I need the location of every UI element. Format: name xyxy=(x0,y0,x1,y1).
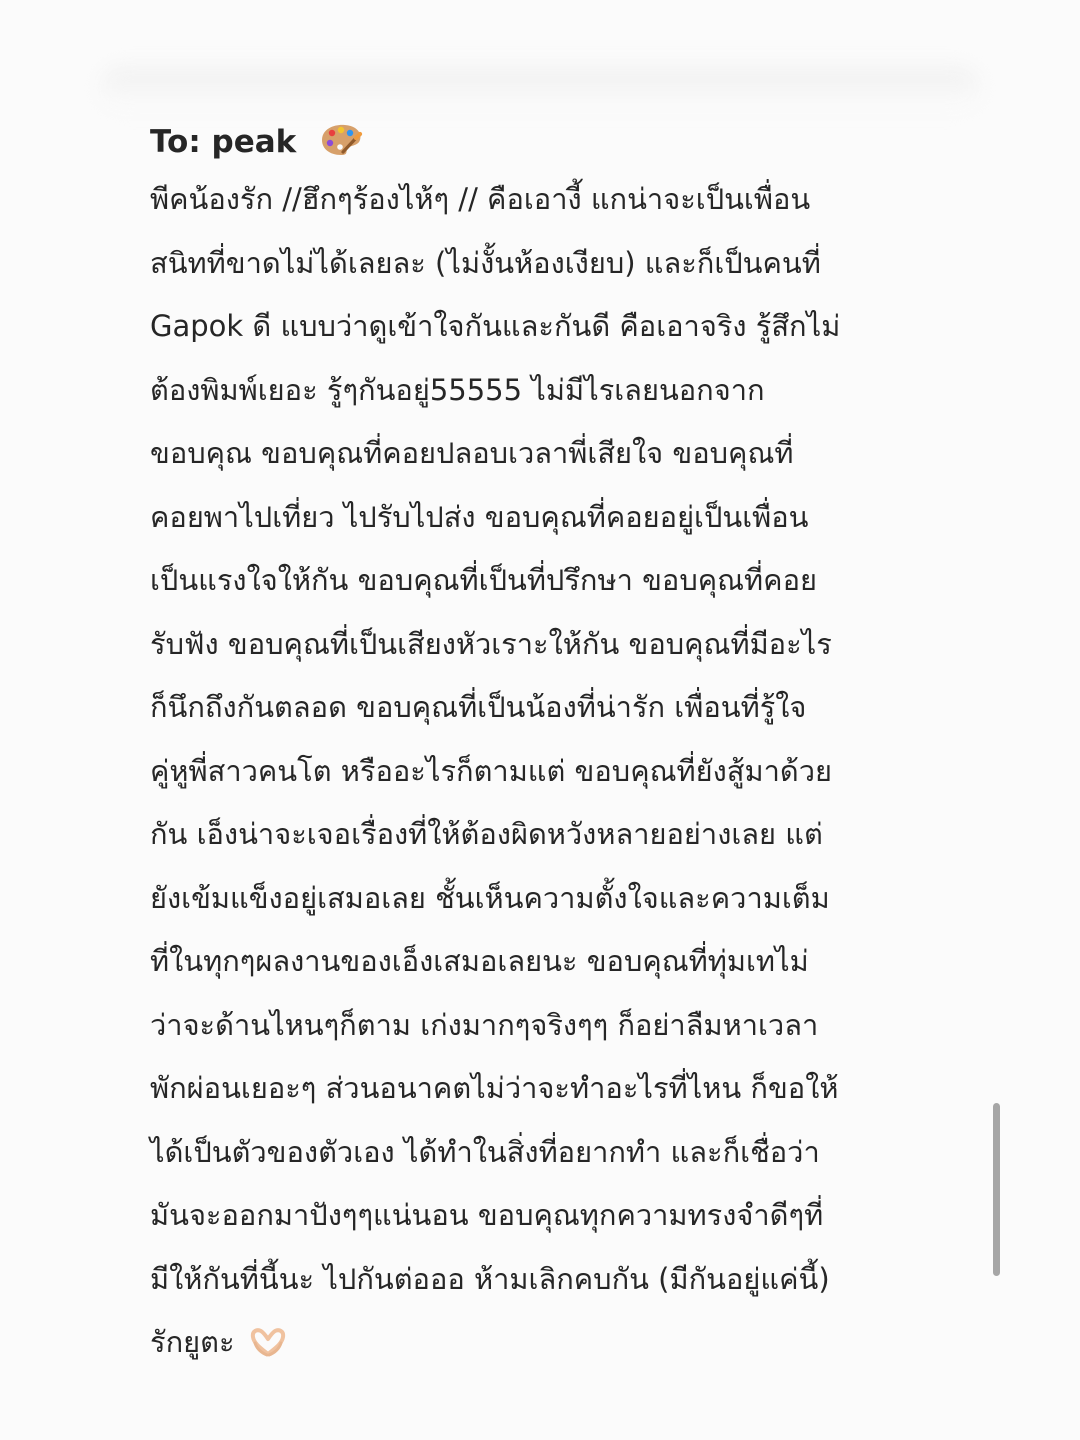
vertical-scrollbar[interactable] xyxy=(993,1103,1000,1276)
note-line: ได้เป็นตัวของตัวเอง ได้ทำในสิ่งที่อยากทำ และก็เชื่อว่า xyxy=(150,1134,820,1169)
note-title-line xyxy=(150,116,970,168)
note-line: สนิทที่ขาดไม่ได้เลยละ (ไม่งั้นห้องเงียบ) และก็เป็นคนที่ xyxy=(150,245,821,280)
note-title: To: peak xyxy=(150,124,297,160)
note-line: ขอบคุณ ขอบคุณที่คอยปลอบเวลาพี่เสียใจ ขอบคุณที่ xyxy=(150,436,794,470)
note-line: กัน เอ็งน่าจะเจอเรื่องที่ให้ต้องผิดหวังหลายอย่างเลย แต่ xyxy=(150,817,823,851)
note-line: ยังเข้มแข็งอยู่เสมอเลย ชั้นเห็นความตั้งใจและความเต็ม xyxy=(150,880,830,915)
note-line: ที่ในทุกๆผลงานของเอ็งเสมอเลยนะ ขอบคุณที่ทุ่มเทไม่ xyxy=(150,944,809,978)
note-line: ก็นึกถึงกันตลอด ขอบคุณที่เป็นน้องที่น่ารัก เพื่อนที่รู้ใจ xyxy=(150,690,807,724)
artist-palette-icon xyxy=(317,122,363,156)
note-line: คู่หูพี่สาวคนโต หรืออะไรก็ตามแต่ ขอบคุณที่ยังสู้มาด้วย xyxy=(150,753,832,788)
note-closing-line xyxy=(150,1311,970,1375)
note-line: เป็นแรงใจให้กัน ขอบคุณที่เป็นที่ปรึกษา ขอบคุณที่คอย xyxy=(150,563,817,597)
note-line: มีให้กันที่นี้นะ ไปกันต่อออ ห้ามเลิกคบกัน (มีกันอยู่แค่นี้) xyxy=(150,1261,830,1296)
note-line: ว่าจะด้านไหนๆก็ตาม เก่งมากๆจริงๆๆ ก็อย่าลืมหาเวลา xyxy=(150,1007,819,1042)
heart-hands-icon xyxy=(248,1326,288,1358)
top-fade xyxy=(100,66,980,110)
note-closing-text: รักยูตะ xyxy=(150,1325,235,1359)
note-line: รับฟัง ขอบคุณที่เป็นเสียงหัวเราะให้กัน ขอบคุณที่มีอะไร xyxy=(150,626,832,661)
note-line: มันจะออกมาปังๆๆแน่นอน ขอบคุณทุกความทรงจำดีๆที่ xyxy=(150,1198,824,1232)
note-line: พักผ่อนเยอะๆ ส่วนอนาคตไม่ว่าจะทำอะไรที่ไหน ก็ขอให้ xyxy=(150,1071,839,1105)
note-line: Gapok ดี แบบว่าดูเข้าใจกันและกันดี คือเอาจริง รู้สึกไม่ xyxy=(150,309,841,343)
note-line: พีคน้องรัก //ฮึกๆร้องไห้ๆ // คือเอางี้ แกน่าจะเป็นเพื่อน xyxy=(150,182,811,216)
note-content[interactable] xyxy=(150,116,970,1375)
note-line: คอยพาไปเที่ยว ไปรับไปส่ง ขอบคุณที่คอยอยู่เป็นเพื่อน xyxy=(150,499,809,534)
note-line: ต้องพิมพ์เยอะ รู้ๆกันอยู่55555 ไม่มีไรเลยนอกจาก xyxy=(150,372,765,407)
